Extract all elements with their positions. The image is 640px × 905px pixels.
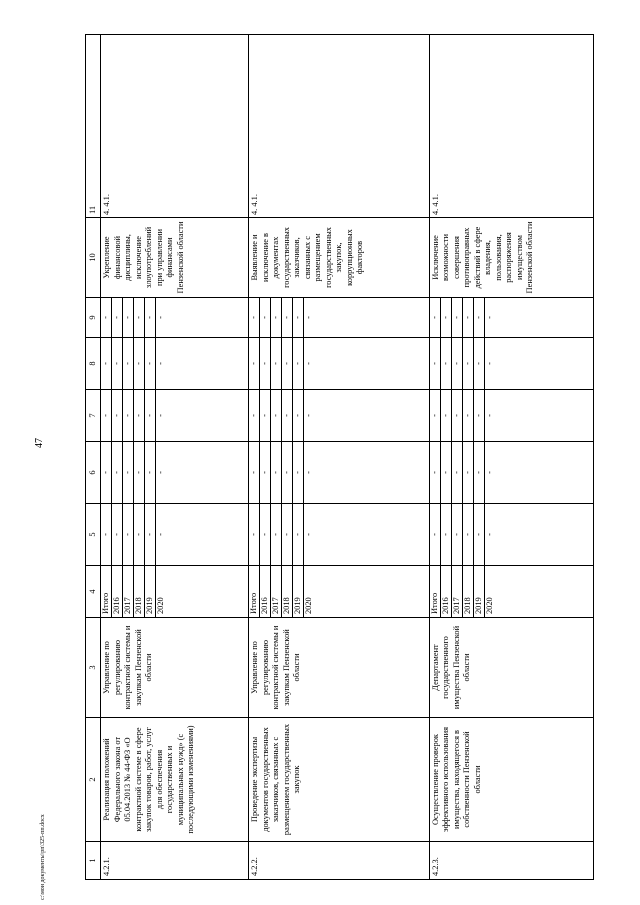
row-measure-name: Проведение экспертизы документов государственных заказчиков, связанных с размещением государственных закупок (249, 718, 429, 842)
row-code: 4.2.1. (101, 842, 249, 880)
row-funding-col5: - - - - - - (249, 504, 429, 566)
row-funding-col8: - - - - - - (249, 338, 429, 390)
row-code: 4.2.3. (429, 842, 593, 880)
row-funding-col6: - - - - - - (101, 442, 249, 504)
table-row (429, 35, 593, 880)
row-measure-name: Осуществление проверок эффективного использования имущества, находящегося в собственности Пензенской области (429, 718, 593, 842)
col-header: 7 (86, 390, 101, 442)
row-executor: Управление по регулированию контрактной системы и закупкам Пензенской области (249, 618, 429, 718)
col-header: 4 (86, 566, 101, 618)
row-measure-name: Реализация положений Федерального закона от 05.04.2013 № 44-ФЗ «О контрактной системе в сфере закупок товаров, работ, услуг для обеспечения государственных и муниципальных нужд» (с последующими изменениями) (101, 718, 249, 842)
document-sheet (85, 35, 594, 880)
footer-file-path: с:\мои документы\рп\325-пп.docx (40, 814, 46, 900)
row-reference: 4. 4.1. (249, 35, 429, 218)
row-funding-col9: - - - - - - (101, 298, 249, 338)
row-years: Итого 2016 2017 2018 2019 2020 (101, 566, 249, 618)
col-header: 2 (86, 718, 101, 842)
row-executor: Управление по регулированию контрактной системы и закупкам Пензенской области (101, 618, 249, 718)
table-row (101, 35, 249, 880)
row-years: Итого 2016 2017 2018 2019 2020 (429, 566, 593, 618)
row-funding-col7: - - - - - - (101, 390, 249, 442)
col-header: 1 (86, 842, 101, 880)
row-funding-col5: - - - - - - (101, 504, 249, 566)
col-header: 8 (86, 338, 101, 390)
col-header: 9 (86, 298, 101, 338)
col-header: 6 (86, 442, 101, 504)
row-expected-result: Выявление и исключение в документах государственных заказчиков, связанных с размещением государственных закупок, коррупционных факторов (249, 218, 429, 298)
col-header: 3 (86, 618, 101, 718)
measures-table (85, 34, 594, 880)
measures-table-frame (85, 35, 594, 880)
row-funding-col6: - - - - - - (429, 442, 593, 504)
col-header: 11 (86, 35, 101, 218)
header-row (86, 35, 101, 880)
row-funding-col7: - - - - - - (249, 390, 429, 442)
col-header: 5 (86, 504, 101, 566)
row-funding-col8: - - - - - - (101, 338, 249, 390)
row-years: Итого 2016 2017 2018 2019 2020 (249, 566, 429, 618)
row-funding-col8: - - - - - - (429, 338, 593, 390)
row-funding-col7: - - - - - - (429, 390, 593, 442)
row-expected-result: Исключение возможности совершения противоправных действий в сфере владения, пользования, распоряжения имуществом Пензенской области (429, 218, 593, 298)
row-executor: Департамент государственного имущества Пензенской области (429, 618, 593, 718)
row-funding-col9: - - - - - - (249, 298, 429, 338)
page-number: 47 (34, 438, 45, 448)
col-header: 10 (86, 218, 101, 298)
row-funding-col5: - - - - - - (429, 504, 593, 566)
row-reference: 4. 4.1. (101, 35, 249, 218)
row-expected-result: Укрепление финансовой дисциплины, исключение злоупотреблений при управлении финансами Пензенской области (101, 218, 249, 298)
row-reference: 4. 4.1. (429, 35, 593, 218)
table-row (249, 35, 429, 880)
row-funding-col6: - - - - - - (249, 442, 429, 504)
row-funding-col9: - - - - - - (429, 298, 593, 338)
row-code: 4.2.2. (249, 842, 429, 880)
